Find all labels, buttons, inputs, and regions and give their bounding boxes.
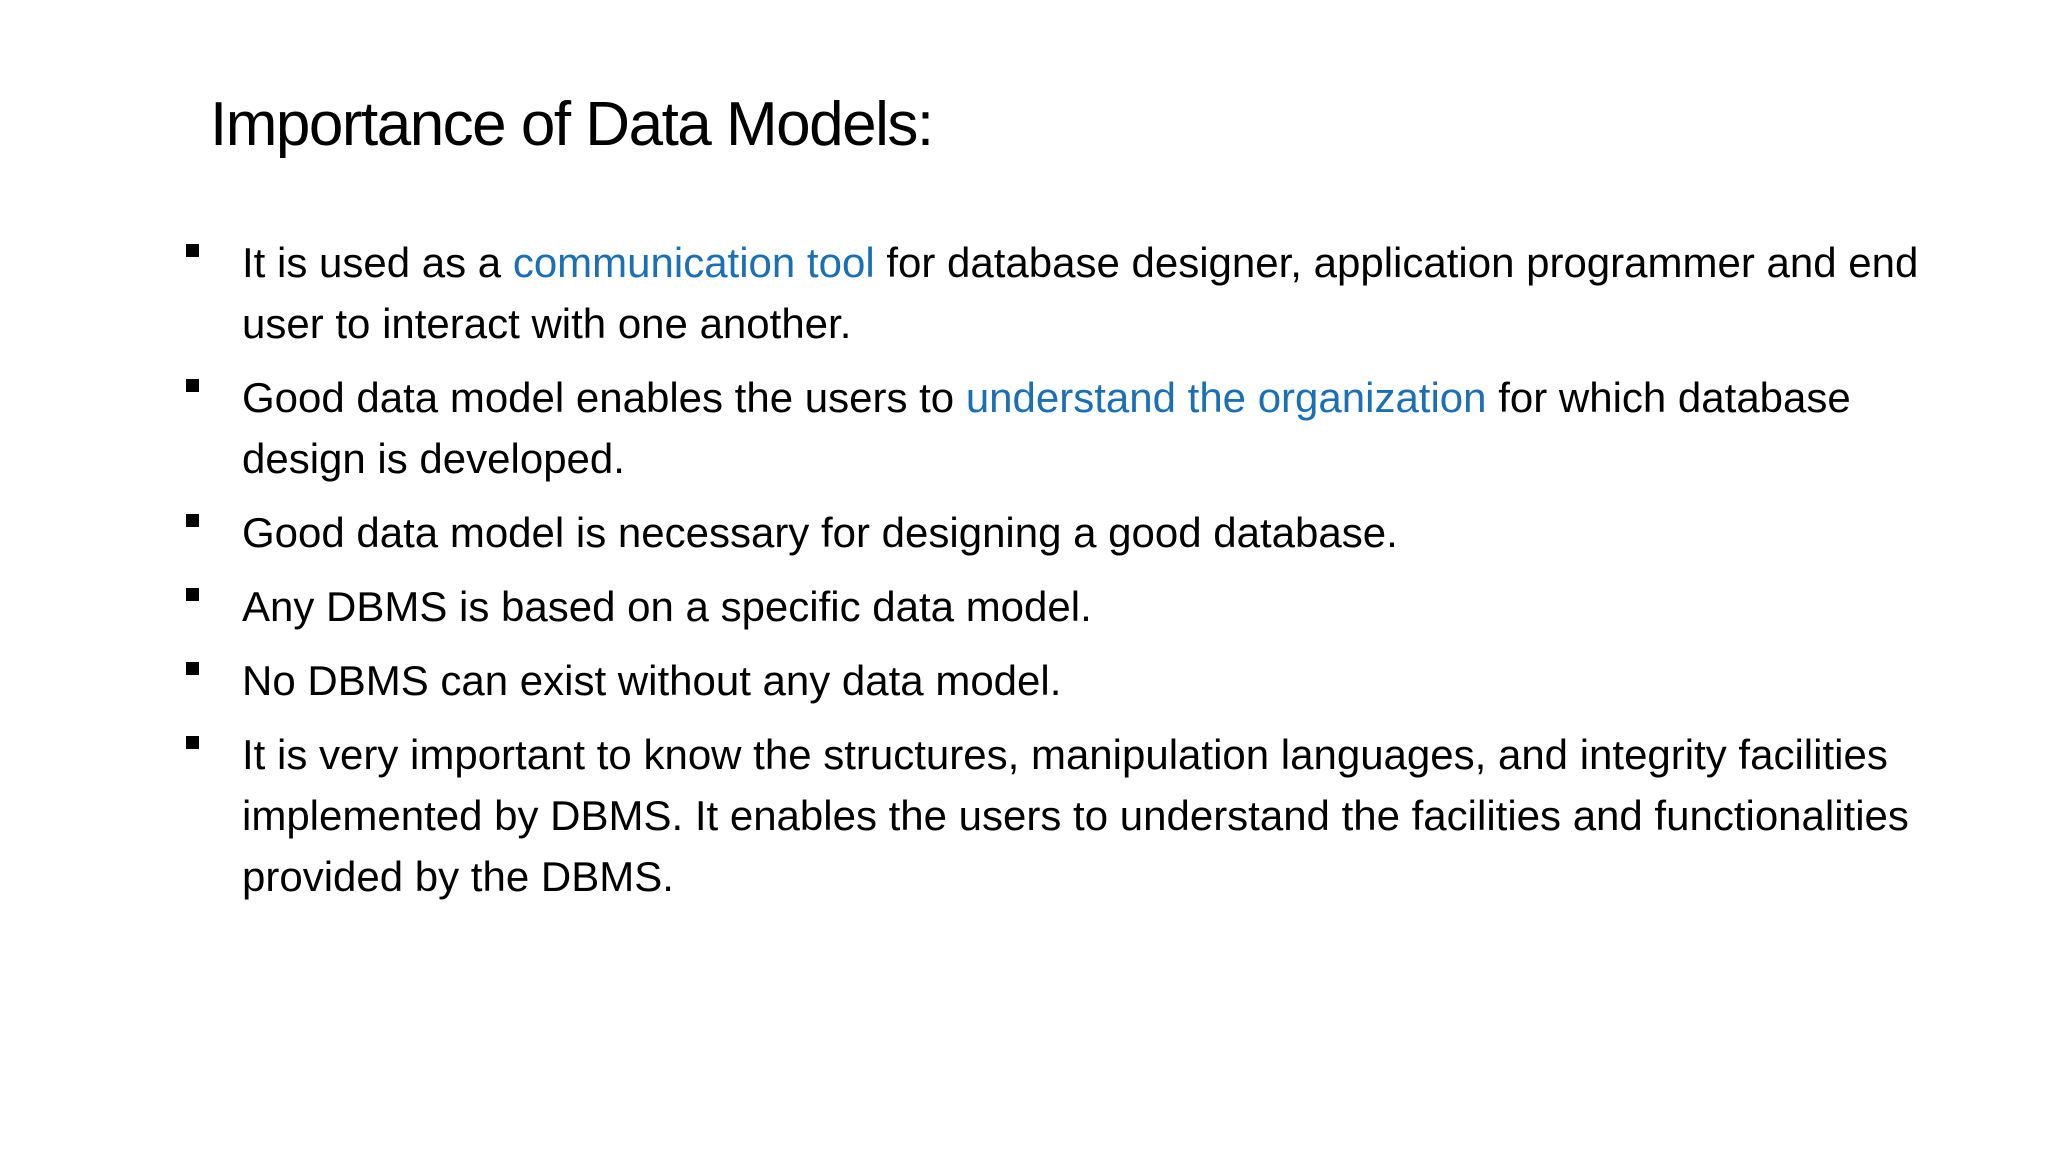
square-bullet-icon (186, 244, 199, 257)
bullet-text: Any DBMS is based on a specific data model. (242, 583, 1092, 630)
bullet-item-specific-data-model (186, 576, 1986, 637)
bullet-item-no-dbms-without-model (186, 650, 1986, 711)
square-bullet-icon (186, 514, 199, 527)
bullet-text: Good data model is necessary for designing a good database. (242, 509, 1398, 556)
highlighted-phrase: communication tool (512, 239, 875, 286)
bullet-item-good-database (186, 502, 1986, 563)
bullet-list (186, 232, 1986, 920)
square-bullet-icon (186, 379, 199, 392)
bullet-item-structures-facilities (186, 724, 1986, 907)
slide-title: Importance of Data Models: (210, 90, 933, 159)
bullet-text-suffix: for which database design is developed. (242, 374, 1851, 482)
bullet-text-suffix: for database designer, application programmer and end user to interact with one another. (242, 239, 1919, 347)
bullet-item-communication-tool (186, 232, 1986, 354)
square-bullet-icon (186, 588, 199, 601)
bullet-text: It is very important to know the structures, manipulation languages, and integrity facilities implemented by DBMS. It enables the users to understand the facilities and functionalities provided by the DBMS. (242, 731, 1909, 900)
square-bullet-icon (186, 736, 199, 749)
bullet-text-prefix: It is used as a (242, 239, 513, 286)
bullet-item-understand-organization (186, 367, 1986, 489)
square-bullet-icon (186, 662, 199, 675)
bullet-text-prefix: Good data model enables the users to (242, 374, 966, 421)
highlighted-phrase: understand the organization (965, 374, 1487, 421)
bullet-text: No DBMS can exist without any data model. (242, 657, 1062, 704)
